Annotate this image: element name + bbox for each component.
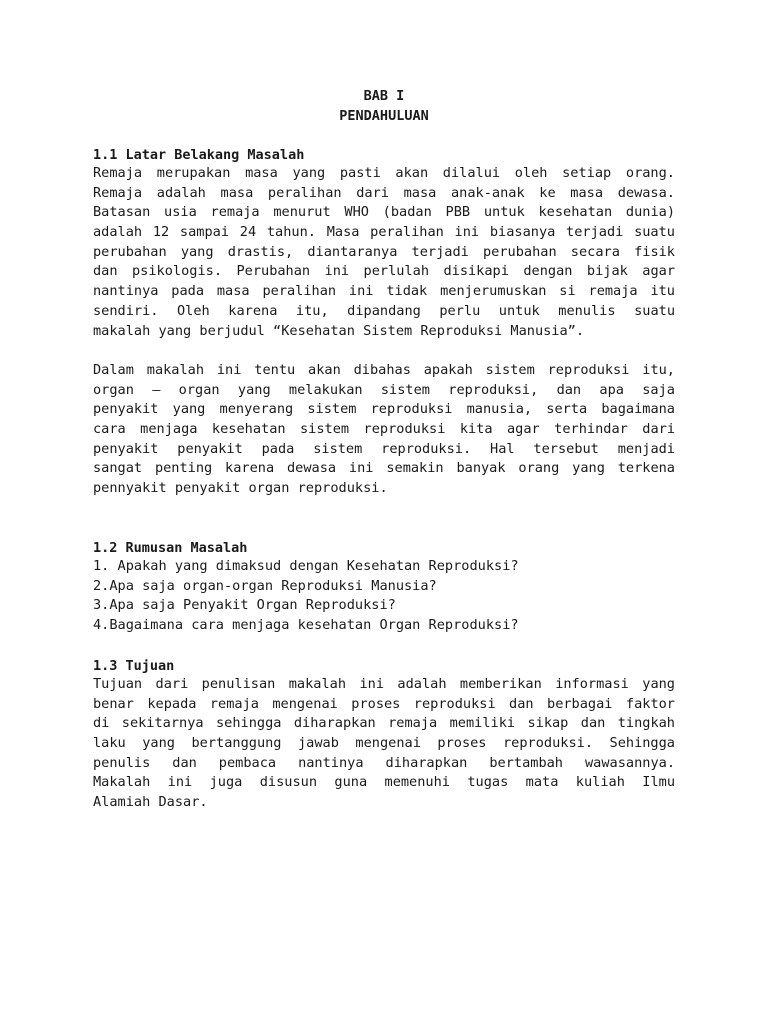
paragraph-line: laku yang bertanggung jawab mengenai proses reproduksi. Sehingga (93, 735, 675, 752)
paragraph-line: dan psikologis. Perubahan ini perlulah disikapi dengan bijak agar (93, 263, 675, 280)
paragraph-line: sendiri. Oleh karena itu, dipandang perlu untuk menulis suatu (93, 302, 675, 319)
chapter-label: BAB I (363, 88, 405, 104)
paragraph-line: cara menjaga kesehatan sistem reproduksi kita agar terhindar dari (93, 421, 675, 438)
chapter-title: PENDAHULUAN (339, 108, 429, 124)
paragraph-line: penulis dan pembaca nantinya diharapkan bertambah wawasannya. (93, 754, 675, 771)
paragraph-line: perubahan yang drastis, diantaranya terjadi perubahan secara fisik (93, 243, 675, 260)
list-item: 3.Apa saja Penyakit Organ Reproduksi? (93, 597, 396, 614)
paragraph-line: pennyakit penyakit organ reproduksi. (93, 480, 388, 497)
paragraph-line: Remaja merupakan masa yang pasti akan dilalui oleh setiap orang. (93, 165, 675, 181)
section-heading-latar-belakang: 1.1 Latar Belakang Masalah (93, 147, 305, 163)
section-heading-rumusan-masalah: 1.2 Rumusan Masalah (93, 540, 248, 556)
paragraph-line: di sekitarnya sehingga diharapkan remaja memiliki sikap dan tingkah (93, 715, 675, 732)
list-item: 4.Bagaimana cara menjaga kesehatan Organ Reproduksi? (93, 617, 519, 634)
paragraph-line: penyakit penyakit pada sistem reproduksi. Hal tersebut menjadi (93, 440, 675, 457)
paragraph-line: makalah yang berjudul “Kesehatan Sistem Reproduksi Manusia”. (93, 322, 585, 339)
paragraph-line: organ – organ yang melakukan sistem reproduksi, dan apa saja (93, 381, 675, 398)
paragraph-line: Dalam makalah ini tentu akan dibahas apakah sistem reproduksi itu, (93, 362, 675, 378)
paragraph-latar-belakang-2 (93, 361, 675, 499)
paragraph-line: adalah 12 sampai 24 tahun. Masa peralihan ini biasanya terjadi suatu (93, 224, 675, 241)
paragraph-line: Batasan usia remaja menurut WHO (badan PBB untuk kesehatan dunia) (93, 204, 675, 221)
paragraph-line: Alamiah Dasar. (93, 794, 208, 811)
paragraph-line: Tujuan dari penulisan makalah ini adalah memberikan informasi yang (93, 676, 675, 692)
paragraph-latar-belakang-1 (93, 164, 675, 341)
paragraph-tujuan (93, 675, 675, 813)
paragraph-line: Makalah ini juga disusun guna memenuhi tugas mata kuliah Ilmu (93, 774, 675, 791)
paragraph-line: benar kepada remaja mengenai proses reproduksi dan berbagai faktor (93, 695, 675, 712)
paragraph-line: penyakit yang menyerang sistem reproduksi manusia, serta bagaimana (93, 401, 675, 418)
paragraph-line: sangat penting karena dewasa ini semakin banyak orang yang terkena (93, 460, 675, 477)
paragraph-line: Remaja adalah masa peralihan dari masa anak-anak ke masa dewasa. (93, 184, 675, 201)
paragraph-line: nantinya pada masa peralihan ini tidak menjerumuskan si remaja itu (93, 283, 675, 300)
rumusan-masalah-list (93, 557, 519, 636)
list-item: 1. Apakah yang dimaksud dengan Kesehatan Reproduksi? (93, 558, 519, 574)
section-heading-tujuan: 1.3 Tujuan (93, 658, 175, 674)
list-item: 2.Apa saja organ-organ Reproduksi Manusia? (93, 577, 437, 594)
